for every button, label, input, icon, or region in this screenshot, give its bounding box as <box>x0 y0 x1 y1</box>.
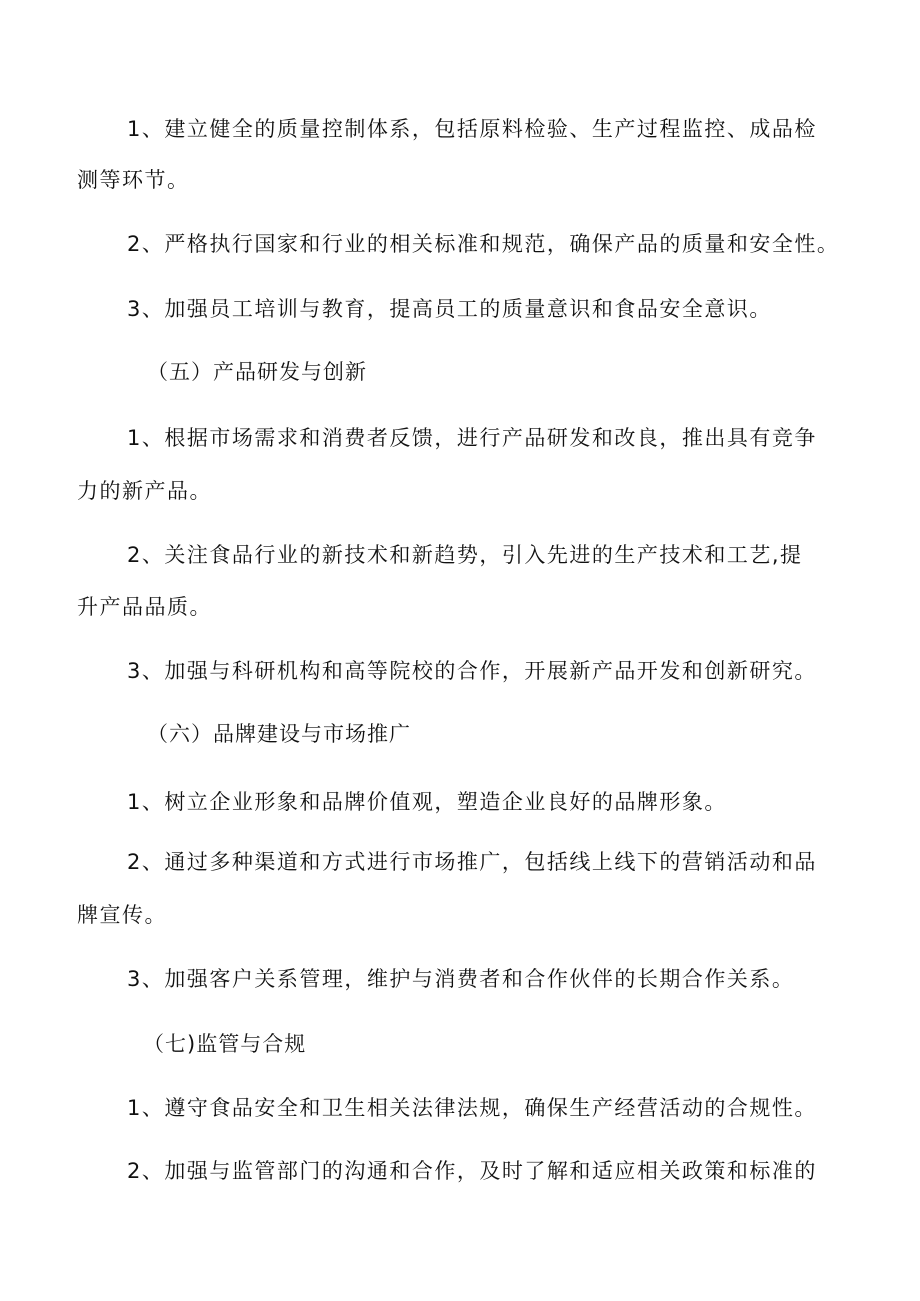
paragraph-10-line-2: 牌宣传。 <box>77 903 167 927</box>
paragraph-3-line-1: 3、加强员工培训与教育，提高员工的质量意识和食品安全意识。 <box>127 297 772 321</box>
paragraph-11-line-1: 3、加强客户关系管理，维护与消费者和合作伙伴的长期合作关系。 <box>127 967 795 991</box>
paragraph-5-line-2: 力的新产品。 <box>77 479 212 503</box>
paragraph-9-line-1: 1、树立企业形象和品牌价值观，塑造企业良好的品牌形象。 <box>127 790 727 814</box>
paragraph-5-line-1: 1、根据市场需求和消费者反馈，进行产品研发和改良，推出具有竞争 <box>127 426 817 450</box>
paragraph-10-line-1: 2、通过多种渠道和方式进行市场推广，包括线上线下的营销活动和品 <box>127 850 817 874</box>
paragraph-6-line-2: 升产品品质。 <box>77 595 212 619</box>
section-heading-7: （七)监管与合规 <box>143 1032 307 1056</box>
section-heading-5: （五）产品研发与创新 <box>147 360 367 384</box>
paragraph-13-line-1: 1、遵守食品安全和卫生相关法律法规，确保生产经营活动的合规性。 <box>127 1096 817 1120</box>
paragraph-6-line-1: 2、关注食品行业的新技术和新趋势，引入先进的生产技术和工艺,提 <box>127 543 803 567</box>
paragraph-14-line-1: 2、加强与监管部门的沟通和合作，及时了解和适应相关政策和标准的 <box>127 1159 817 1183</box>
paragraph-1-line-1: 1、建立健全的质量控制体系，包括原料检验、生产过程监控、成品检 <box>127 117 817 141</box>
section-heading-6: （六）品牌建设与市场推广 <box>147 722 411 746</box>
paragraph-1-line-2: 测等环节。 <box>77 168 190 192</box>
paragraph-2-line-1: 2、严格执行国家和行业的相关标准和规范，确保产品的质量和安全性。 <box>127 232 840 256</box>
paragraph-7-line-1: 3、加强与科研机构和高等院校的合作，开展新产品开发和创新研究。 <box>127 659 817 683</box>
